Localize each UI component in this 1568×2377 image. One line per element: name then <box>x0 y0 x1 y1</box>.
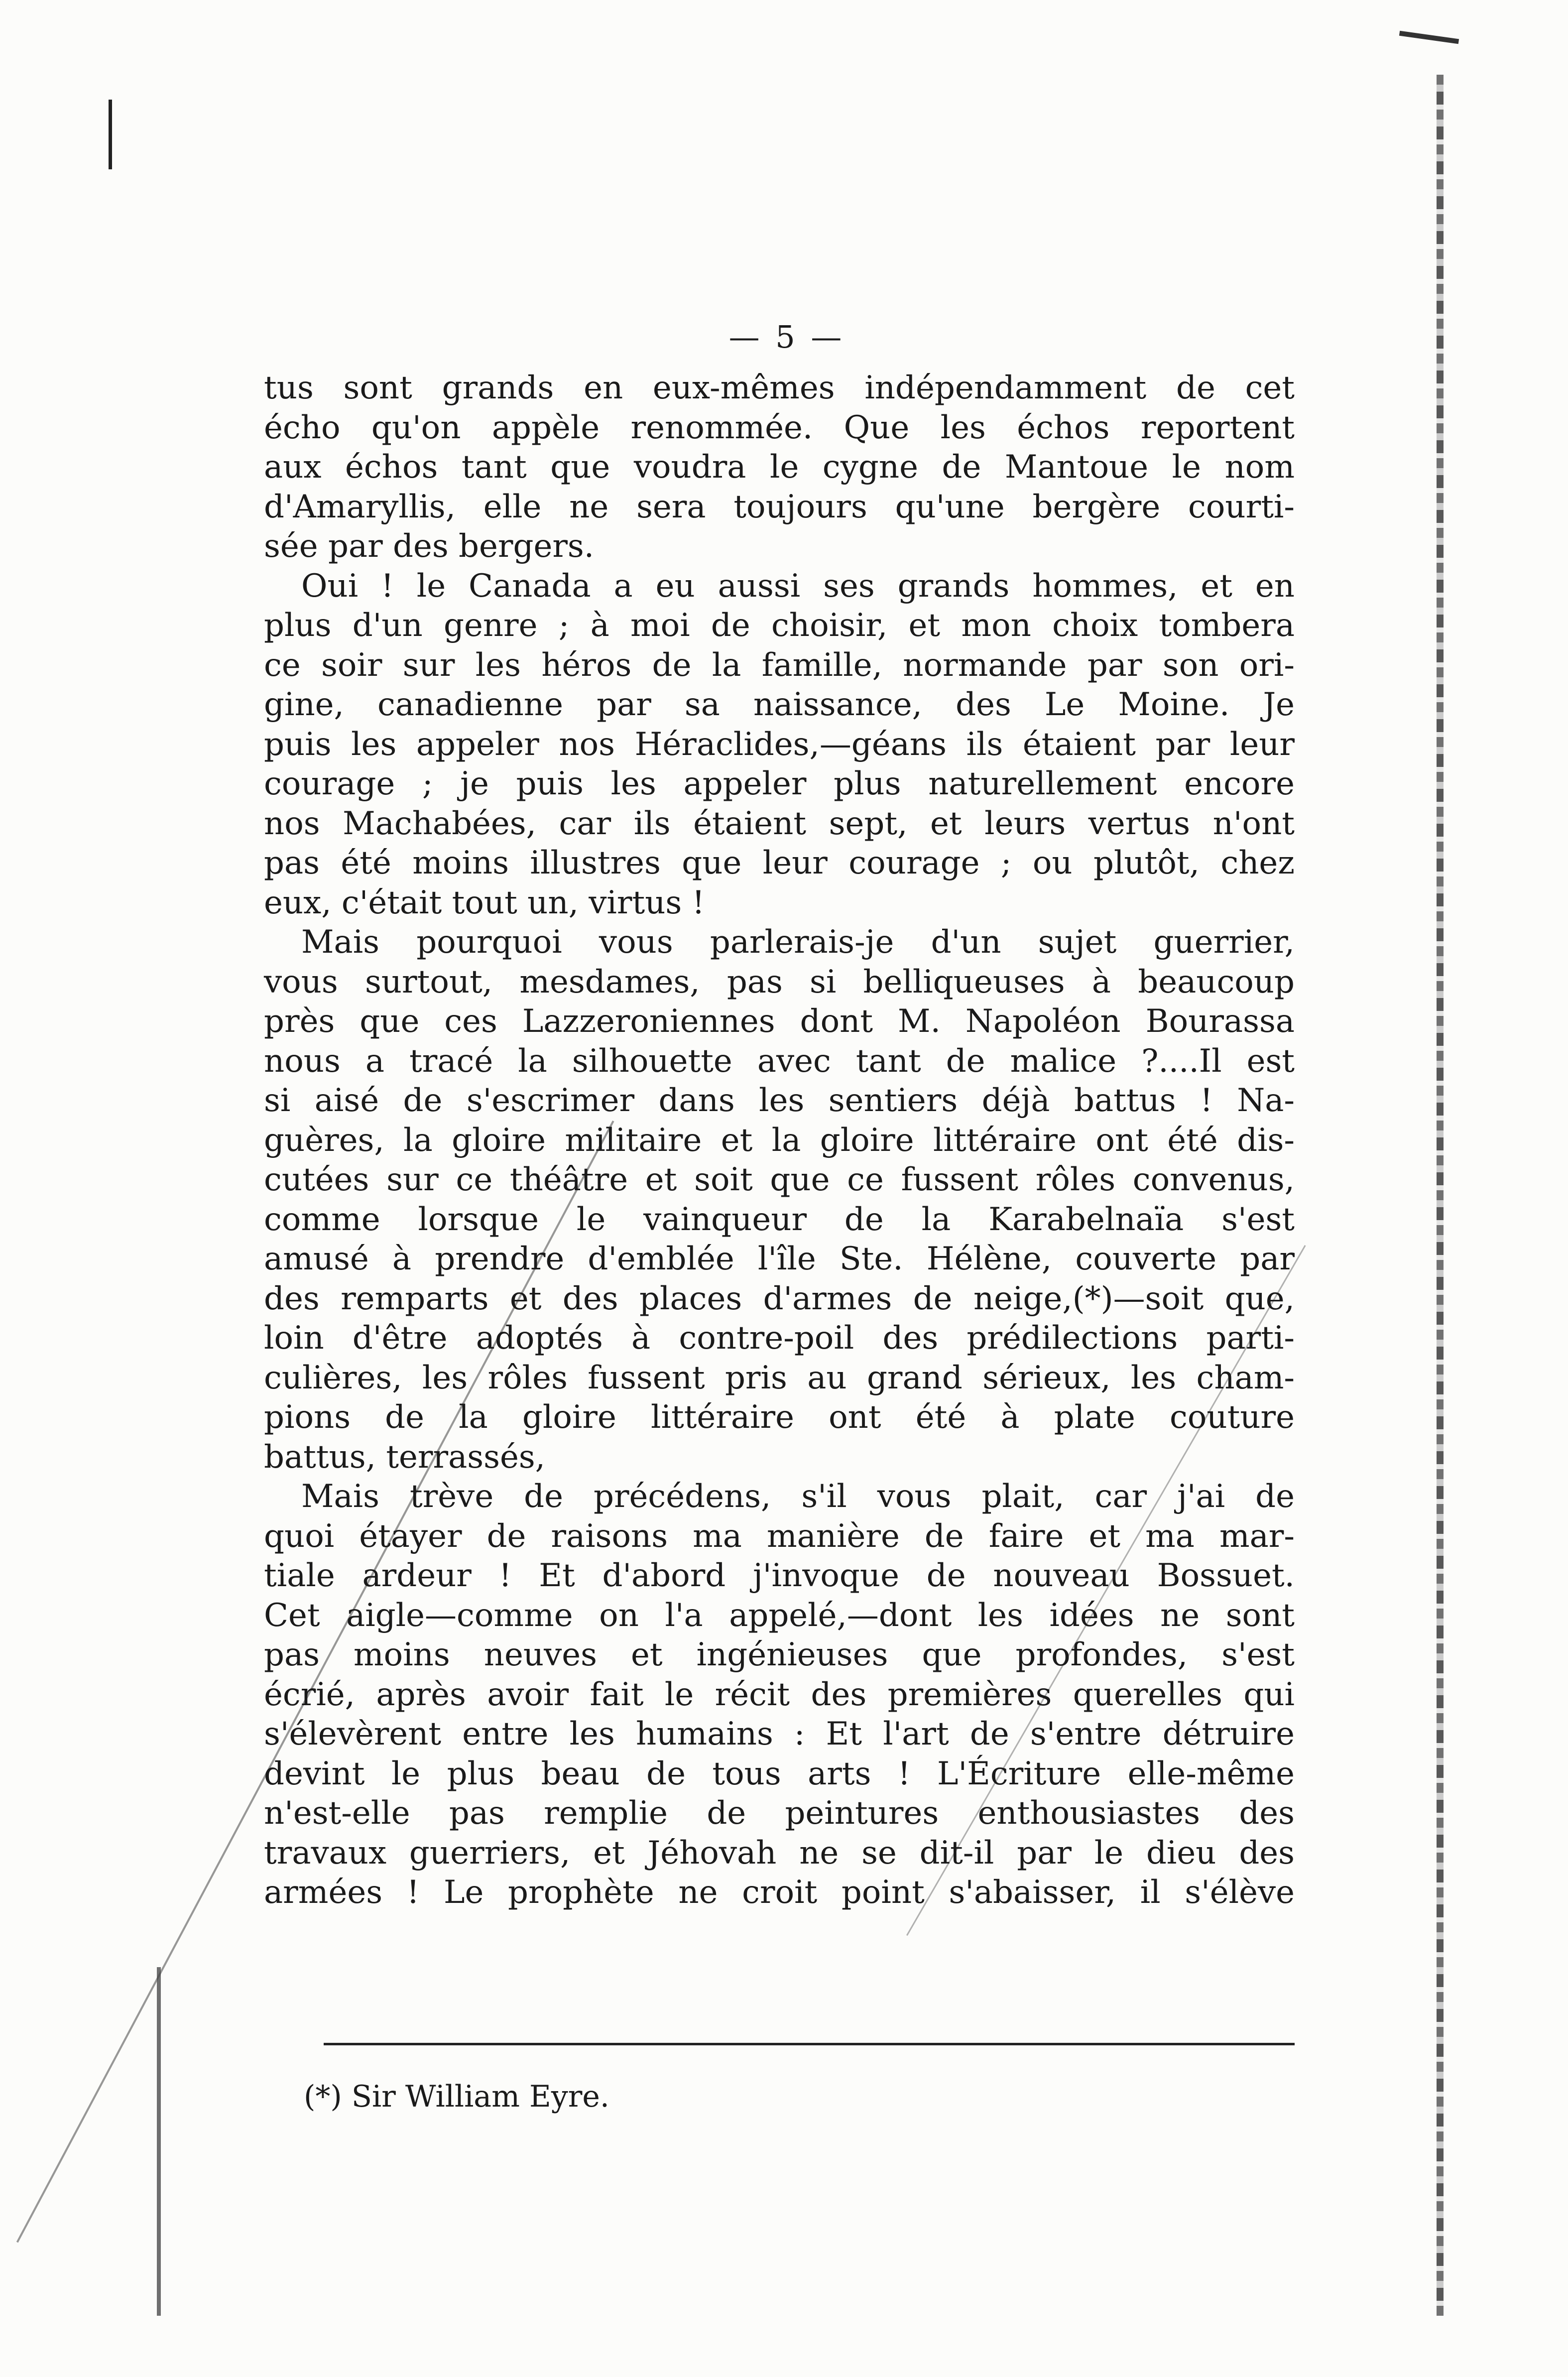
text-line: s'élevèrent entre les humains : Et l'art de s'entre détruire <box>264 1716 1295 1752</box>
scan-edge-artifact <box>157 1967 161 2316</box>
text-line: Mais pourquoi vous parlerais-je d'un sujet guerrier, <box>301 924 1295 961</box>
footnote: (*) Sir William Eyre. <box>304 2079 610 2114</box>
body-text <box>264 369 1295 1913</box>
text-line: guères, la gloire militaire et la gloire littéraire ont été dis- <box>264 1122 1295 1159</box>
text-line: comme lorsque le vainqueur de la Karabelnaïa s'est <box>264 1201 1295 1238</box>
text-line: devint le plus beau de tous arts ! L'Écriture elle-même <box>264 1755 1295 1792</box>
text-line: tiale ardeur ! Et d'abord j'invoque de nouveau Bossuet. <box>264 1557 1295 1594</box>
text-line: travaux guerriers, et Jéhovah ne se dit-il par le dieu des <box>264 1834 1295 1872</box>
text-line: vous surtout, mesdames, pas si belliqueuses à beaucoup <box>264 963 1295 1001</box>
text-line: Cet aigle—comme on l'a appelé,—dont les idées ne sont <box>264 1597 1295 1634</box>
footnote-divider <box>324 2043 1295 2045</box>
scan-mark-artifact <box>109 100 112 169</box>
text-line: battus, terrassés, <box>264 1438 545 1476</box>
text-line: pas moins neuves et ingénieuses que profondes, s'est <box>264 1636 1295 1673</box>
text-line: aux échos tant que voudra le cygne de Mantoue le nom <box>264 449 1295 486</box>
text-line: quoi étayer de raisons ma manière de faire et ma mar- <box>264 1517 1295 1555</box>
text-line: nous a tracé la silhouette avec tant de malice ?....Il est <box>264 1042 1295 1080</box>
text-line: amusé à prendre d'emblée l'île Ste. Hélène, couverte par <box>264 1241 1295 1277</box>
text-line: écrié, après avoir fait le récit des premières querelles qui <box>264 1676 1295 1713</box>
text-line: culières, les rôles fussent pris au grand sérieux, les cham- <box>264 1359 1295 1396</box>
text-line: gine, canadienne par sa naissance, des Le Moine. Je <box>264 686 1295 723</box>
text-line: près que ces Lazzeroniennes dont M. Napoléon Bourassa <box>264 1003 1295 1040</box>
text-line: courage ; je puis les appeler plus naturellement encore <box>264 765 1295 802</box>
text-line: si aisé de s'escrimer dans les sentiers déjà battus ! Na- <box>264 1082 1295 1119</box>
scan-edge-artifact <box>1437 75 1444 2316</box>
text-line: plus d'un genre ; à moi de choisir, et mon choix tombera <box>264 607 1295 644</box>
text-line: loin d'être adoptés à contre-poil des prédilections parti- <box>264 1320 1295 1357</box>
scan-mark-artifact <box>1399 31 1459 44</box>
text-line: pions de la gloire littéraire ont été à plate couture <box>264 1399 1295 1436</box>
text-line: Mais trève de précédens, s'il vous plait, car j'ai de <box>301 1478 1295 1515</box>
text-line: cutées sur ce théâtre et soit que ce fussent rôles convenus, <box>264 1161 1295 1198</box>
text-line: ce soir sur les héros de la famille, normande par son ori- <box>264 646 1295 684</box>
text-line: d'Amaryllis, elle ne sera toujours qu'une bergère courti- <box>264 488 1295 525</box>
text-line: Oui ! le Canada a eu aussi ses grands hommes, et en <box>301 567 1295 605</box>
text-line: n'est-elle pas remplie de peintures enthousiastes des <box>264 1795 1295 1832</box>
text-line: tus sont grands en eux-mêmes indépendamment de cet <box>264 370 1295 406</box>
text-line: armées ! Le prophète ne croit point s'abaisser, il s'élève <box>264 1874 1295 1911</box>
text-line: des remparts et des places d'armes de neige,(*)—soit que, <box>264 1280 1295 1317</box>
text-line: puis les appeler nos Héraclides,—géans ils étaient par leur <box>264 726 1295 763</box>
text-line: écho qu'on appèle renommée. Que les échos reportent <box>264 409 1295 446</box>
text-line: eux, c'était tout un, virtus ! <box>264 884 705 921</box>
text-line: sée par des bergers. <box>264 528 595 565</box>
page-number: — 5 — <box>728 319 845 355</box>
text-line: pas été moins illustres que leur courage ; ou plutôt, chez <box>264 845 1295 881</box>
text-line: nos Machabées, car ils étaient sept, et leurs vertus n'ont <box>264 805 1295 842</box>
